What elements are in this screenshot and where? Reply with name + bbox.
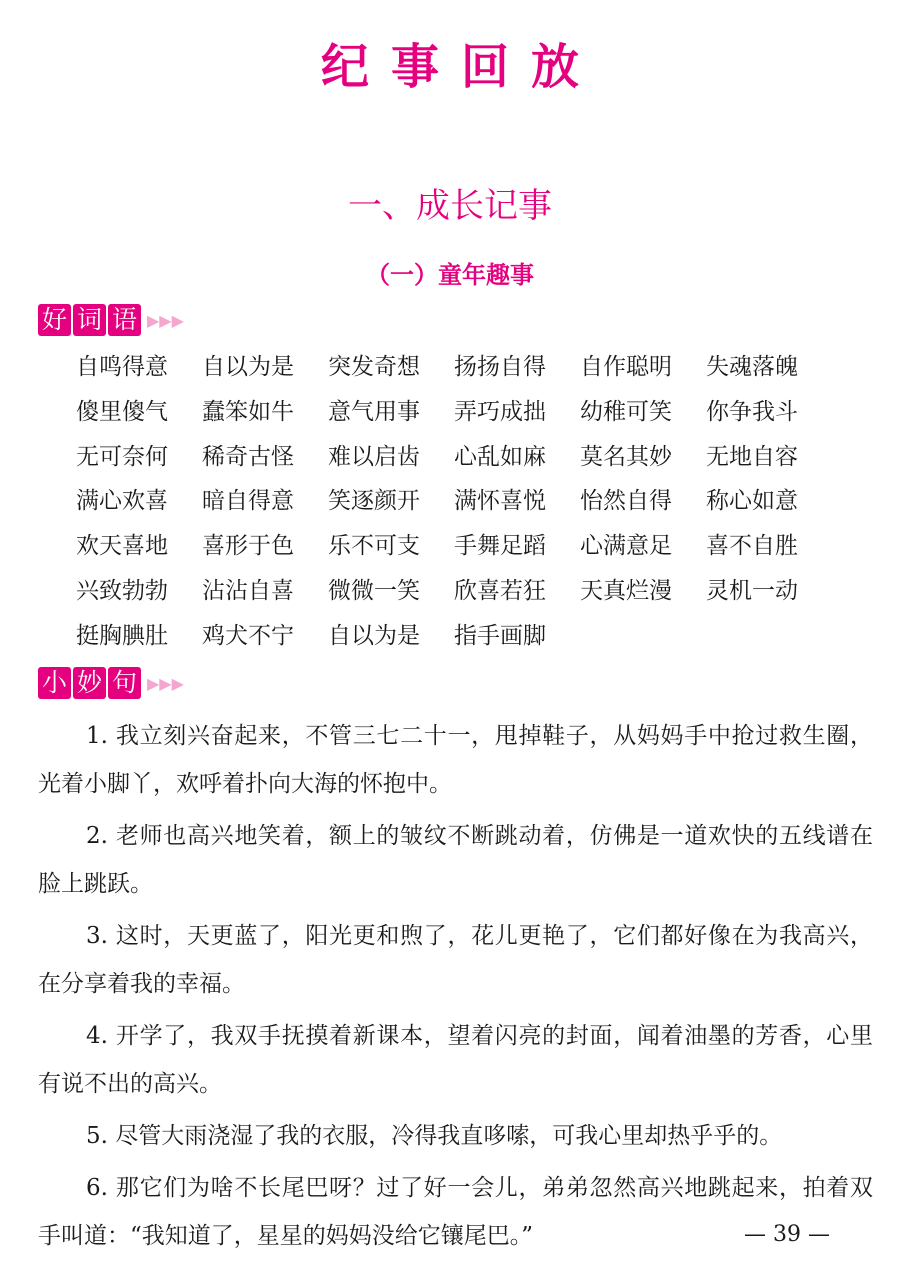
tag-char: 好	[38, 304, 71, 336]
good-words-tag-box	[38, 304, 143, 336]
tag-char: 妙	[73, 667, 106, 699]
word-item: 鸡犬不宁	[202, 622, 294, 649]
word-item: 扬扬自得	[454, 354, 546, 380]
word-item: 傻里傻气	[76, 398, 168, 425]
tag-char: 语	[108, 304, 141, 336]
word-item: 欣喜若狂	[454, 577, 546, 604]
word-item: 自作聪明	[580, 354, 672, 380]
good-sentences-tag-box	[38, 667, 143, 699]
tag-char: 词	[73, 304, 106, 336]
word-item: 喜不自胜	[706, 533, 798, 560]
tag-char: 小	[38, 667, 71, 699]
word-item: 称心如意	[706, 488, 798, 515]
word-item: 心乱如麻	[454, 443, 546, 470]
sentence-item: 3. 这时，天更蓝了，阳光更和煦了，花儿更艳了，它们都好像在为我高兴，在分享着我的幸福。	[38, 923, 873, 997]
good-words-tag	[38, 303, 184, 337]
sentence-item: 5. 尽管大雨浇湿了我的衣服，冷得我直哆嗦，可我心里却热乎乎的。	[86, 1123, 783, 1149]
arrow-icon: ▶▶▶	[147, 673, 184, 693]
word-item: 意气用事	[328, 398, 420, 425]
word-item: 手舞足蹈	[454, 533, 546, 560]
word-item: 满怀喜悦	[454, 488, 546, 515]
page-title: 纪事回放	[320, 39, 601, 95]
word-item: 天真烂漫	[580, 577, 672, 604]
word-item: 无可奈何	[76, 443, 168, 470]
word-item: 自以为是	[328, 622, 420, 649]
word-item: 幼稚可笑	[580, 398, 672, 425]
good-sentences-list	[38, 712, 873, 1264]
word-item: 怡然自得	[580, 488, 672, 515]
word-item: 无地自容	[706, 443, 798, 470]
word-item: 莫名其妙	[580, 443, 672, 470]
word-item: 微微一笑	[328, 577, 420, 604]
good-sentences-tag	[38, 666, 184, 700]
word-item: 你争我斗	[706, 398, 798, 425]
word-item: 难以启齿	[328, 443, 420, 470]
tag-char: 句	[108, 667, 141, 699]
good-words-grid	[76, 348, 832, 662]
word-item: 指手画脚	[454, 622, 546, 649]
sub-title: （一）童年趣事	[366, 261, 534, 289]
word-item: 乐不可支	[328, 533, 420, 560]
sentence-item: 6. 那它们为啥不长尾巴呀？过了好一会儿，弟弟忽然高兴地跳起来，拍着双手叫道：“我知道了，星星的妈妈没给它镶尾巴。”	[38, 1175, 873, 1249]
section-title: 一、成长记事	[348, 186, 552, 226]
word-item: 喜形于色	[202, 533, 294, 560]
sentence-item: 4. 开学了，我双手抚摸着新课本，望着闪亮的封面，闻着油墨的芳香，心里有说不出的高兴。	[38, 1023, 873, 1097]
word-item: 兴致勃勃	[76, 577, 168, 604]
word-item: 沾沾自喜	[202, 577, 294, 604]
word-item: 突发奇想	[328, 354, 420, 380]
page-number: — 39 —	[744, 1222, 830, 1247]
sentence-item: 1. 我立刻兴奋起来，不管三七二十一，甩掉鞋子，从妈妈手中抢过救生圈，光着小脚丫，欢呼着扑向大海的怀抱中。	[38, 723, 873, 797]
word-item: 挺胸腆肚	[76, 622, 168, 649]
word-item: 满心欢喜	[76, 488, 168, 515]
word-item: 蠢笨如牛	[202, 398, 294, 425]
word-item: 心满意足	[580, 533, 672, 560]
word-item: 灵机一动	[706, 577, 798, 604]
word-item: 欢天喜地	[76, 533, 168, 560]
word-item: 自鸣得意	[76, 354, 168, 380]
sentence-item: 2. 老师也高兴地笑着，额上的皱纹不断跳动着，仿佛是一道欢快的五线谱在脸上跳跃。	[38, 823, 873, 897]
word-item: 笑逐颜开	[328, 488, 420, 515]
word-item: 弄巧成拙	[454, 398, 546, 425]
word-item: 自以为是	[202, 354, 294, 380]
word-item: 稀奇古怪	[202, 443, 294, 470]
arrow-icon: ▶▶▶	[147, 310, 184, 330]
word-item: 暗自得意	[202, 488, 294, 515]
word-item: 失魂落魄	[706, 354, 798, 380]
